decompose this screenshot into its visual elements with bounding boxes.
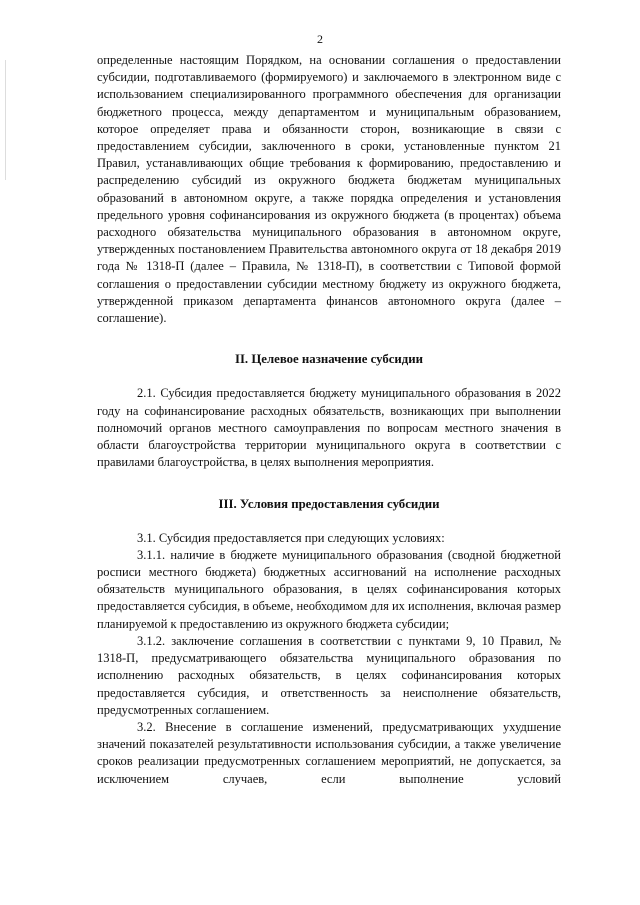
scan-margin-mark <box>5 60 6 180</box>
paragraph-intro: определенные настоящим Порядком, на основании соглашения о предоставлении субсидии, подготавливаемого (формируемого) и заключаемого в электронном виде с использованием специализированного программного обеспечения для организации бюджетного процесса, между департаментом и муниципальным образованием, которое определяет права и обязанности сторон, возникающие в связи с предоставлением субсидии, заключенного в сроки, установленные пунктом 21 Правил, устанавливающих общие требования к формированию, предоставлению и распределению субсидий из окружного бюджета бюджетам муниципальных образований в автономном округе, а также порядка определения и установления предельного уровня софинансирования из окружного бюджета (в процентах) объема расходного обязательства муниципального образования в автономном округе, утвержденных постановлением Правительства автономного округа от 18 декабря 2019 года № 1318-П (далее – Правила, № 1318-П), в соответствии с Типовой формой соглашения о предоставлении субсидии местному бюджету из окружного бюджета, утвержденной приказом департамента финансов автономного округа (далее – соглашение). <box>97 53 561 326</box>
paragraph-3-1: 3.1. Субсидия предоставляется при следующих условиях: <box>137 530 445 545</box>
paragraph-2-1: 2.1. Субсидия предоставляется бюджету муниципального образования в 2022 году на софинансирование расходных обязательств, возникающих при выполнении полномочий органов местного самоуправления по вопросам местного значения в области благоустройства территории муниципального округа в соответствии с правилами благоустройства, в целях выполнения мероприятия. <box>97 386 561 470</box>
document-body <box>97 52 561 788</box>
section-3-title: III. Условия предоставления субсидии <box>218 497 440 512</box>
paragraph-3-1-1: 3.1.1. наличие в бюджете муниципального образования (сводной бюджетной росписи местного бюджета) бюджетных ассигнований на исполнение расходных обязательств муниципального образования, в целях софинансирования которых предоставляется субсидия, в объеме, необходимом для их исполнения, включая размер планируемой к предоставлению из окружного бюджета субсидии; <box>97 547 561 631</box>
paragraph-3-1-2: 3.1.2. заключение соглашения в соответствии с пунктами 9, 10 Правил, № 1318-П, предусматривающего обязательства муниципального образования по исполнению расходных обязательств, в целях софинансирования которых предоставляется субсидия, и ответственность за неисполнение обязательств, предусмотренных соглашением. <box>97 633 561 717</box>
section-2-title: II. Целевое назначение субсидии <box>234 352 424 367</box>
page-number: 2 <box>317 32 323 46</box>
paragraph-3-2: 3.2. Внесение в соглашение изменений, предусматривающих ухудшение значений показателей результативности использования субсидии, а также увеличение сроков реализации предусмотренных соглашением мероприятий, не допускается, за исключением случаев, если выполнение условий <box>97 719 561 786</box>
